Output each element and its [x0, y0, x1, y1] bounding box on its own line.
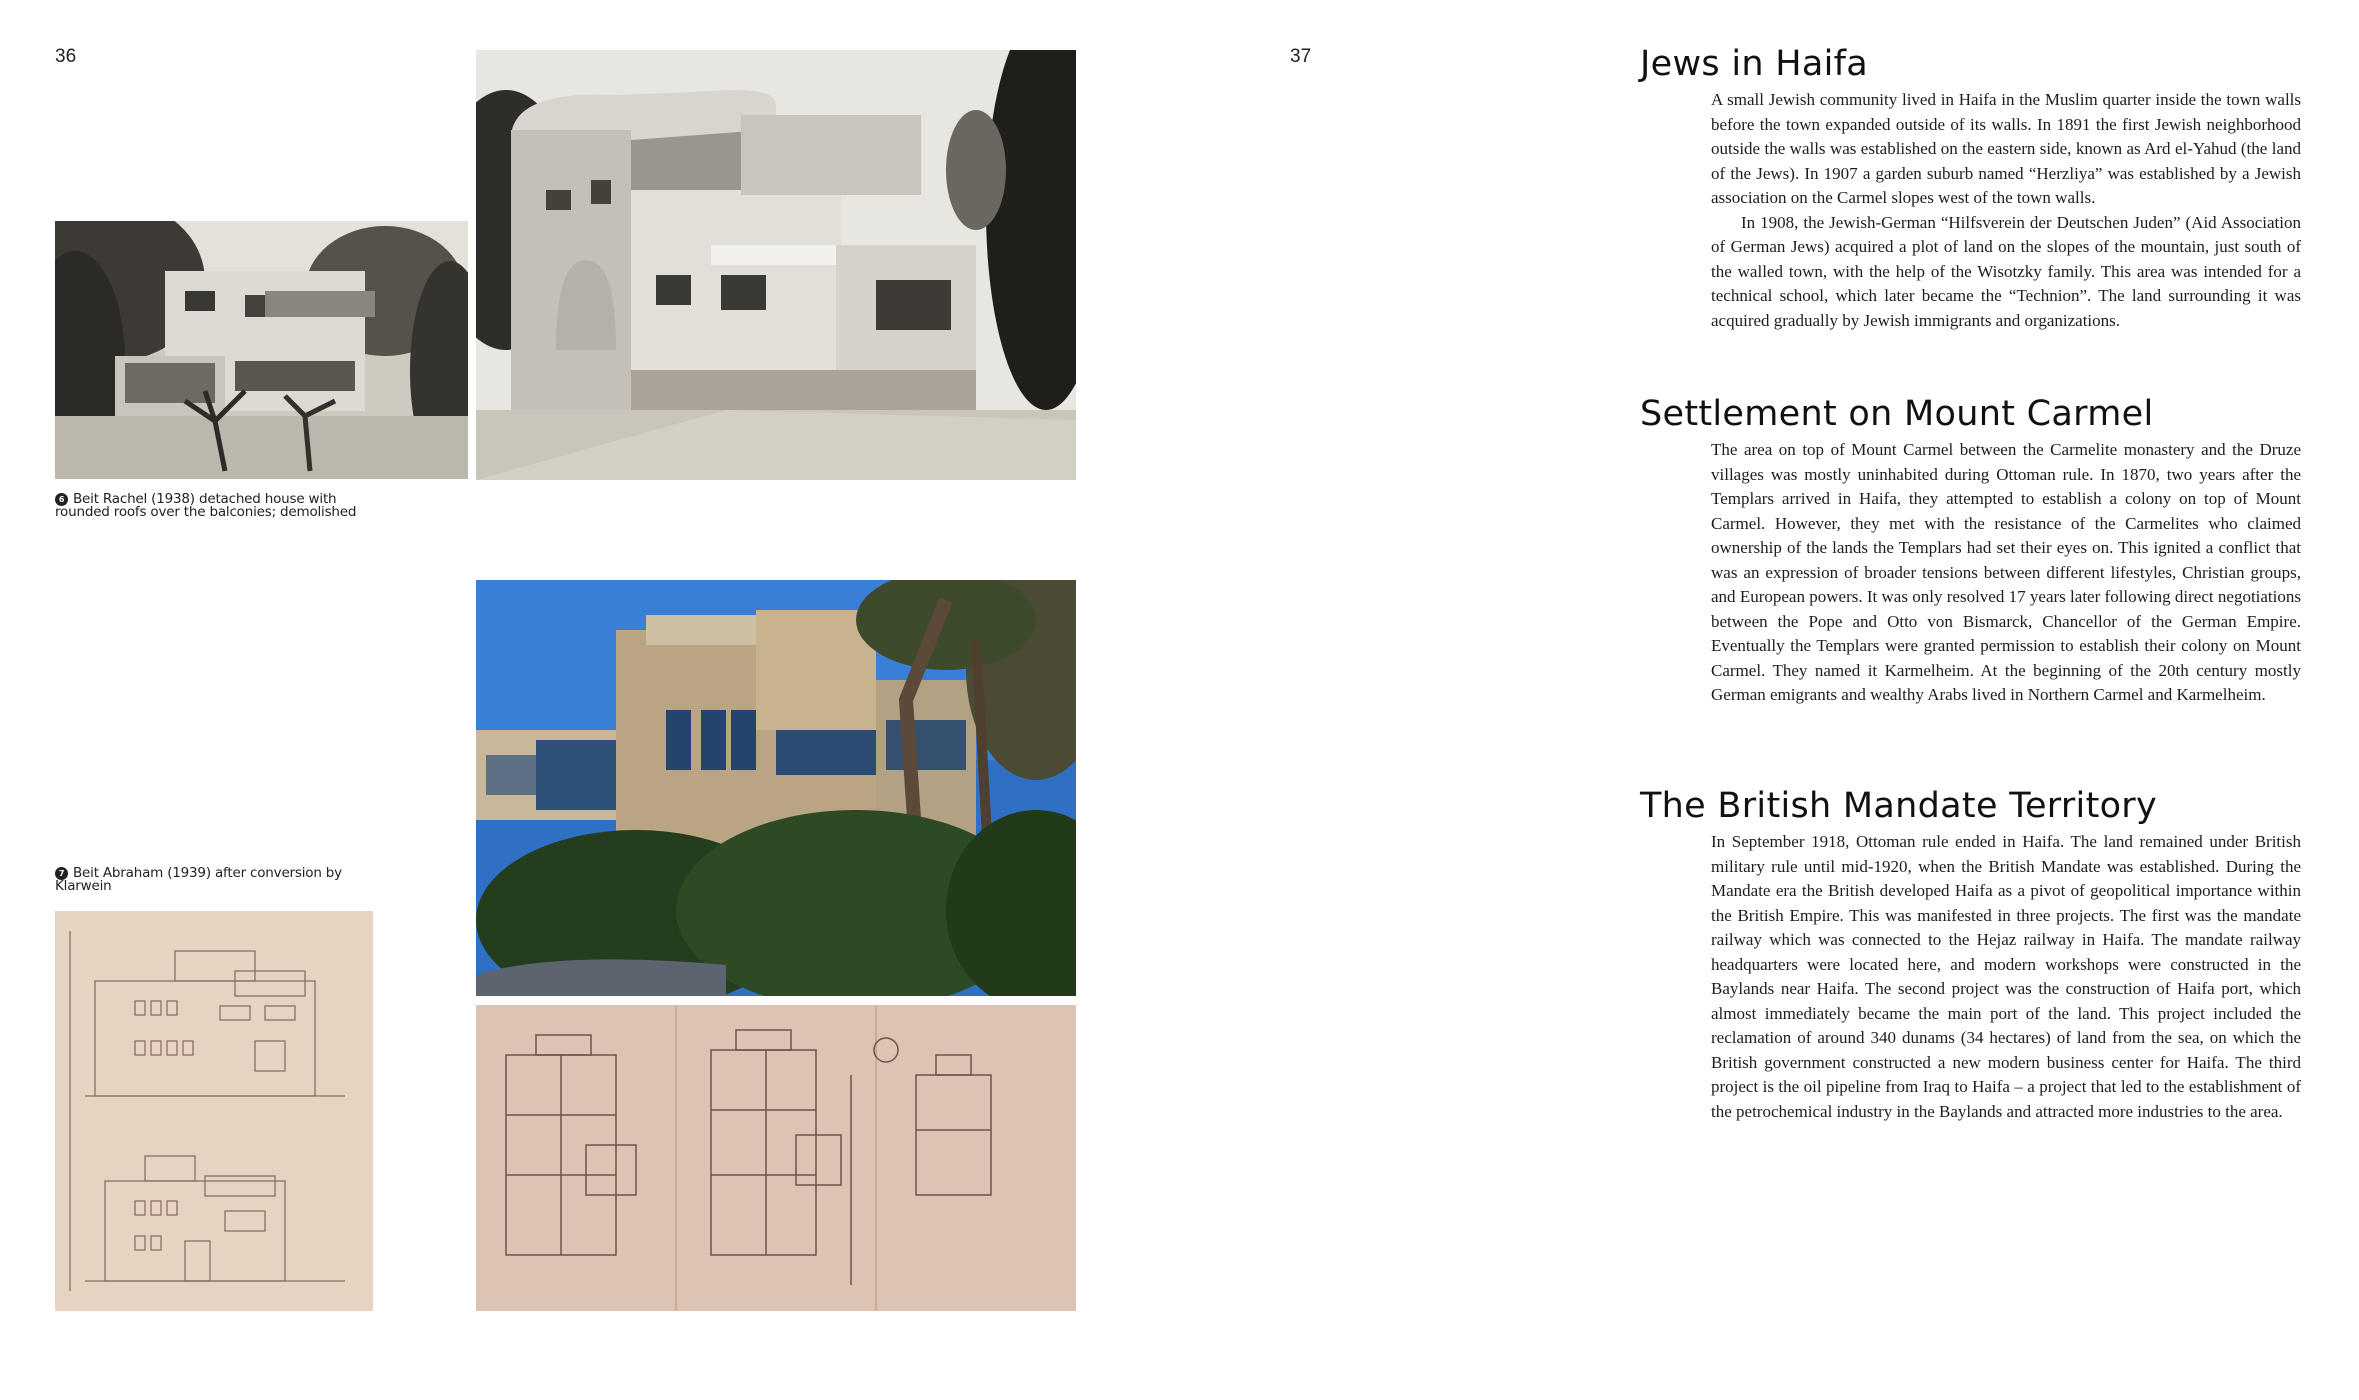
drawing-beit-abraham-elevations — [55, 911, 373, 1311]
caption-marker: 6 — [55, 493, 68, 506]
photo-beit-rachel-corner — [476, 50, 1076, 480]
caption-text: Beit Rachel (1938) detached house with rounded roofs over the balconies; demolished — [55, 491, 357, 520]
caption-beit-abraham — [55, 867, 375, 893]
paragraph: In September 1918, Ottoman rule ended in Haifa. The land remained under British military rule until mid-1920, when the British Mandate was established. During the Mandate era the British developed Haifa as a pivot of geopolitical importance within the British Empire. This was manifested in three projects. The first was the mandate railway which was connected to the Hejaz railway in Haifa. The mandate railway headquarters were located here, and modern workshops were constructed in the Baylands near Haifa. The second project was the construction of Haifa port, which almost immediately became the main port of the land. This project included the reclamation of around 340 dunams (34 hectares) of land from the sea, on which the British government constructed a new modern business center for Haifa. The third project is the oil pipeline from Iraq to Haifa – a project that led to the establishment of the petrochemical industry in the Baylands and attracted more industries to the area. — [1711, 832, 2301, 1121]
heading-settlement-mount-carmel: Settlement on Mount Carmel — [1640, 394, 2154, 434]
caption-text: Beit Abraham (1939) after conversion by Klarwein — [55, 865, 342, 894]
caption-beit-rachel — [55, 493, 365, 519]
caption-marker: 7 — [55, 867, 68, 880]
photo-beit-abraham-color — [476, 580, 1076, 996]
section-settlement-mount-carmel — [1711, 438, 2301, 708]
page-number-right: 37 — [1290, 46, 1312, 67]
photo-beit-rachel-house — [55, 221, 468, 479]
paragraph: The area on top of Mount Carmel between the Carmelite monastery and the Druze villages was mostly uninhabited during Ottoman rule. In 1870, two years after the Templars arrived in Haifa, they attempted to establish a colony on top of Mount Carmel. However, they met with the resistance of the Carmelites who claimed ownership of the lands the Templars had set their eyes on. This ignited a conflict that was an expression of broader tensions between different lifestyles, Christian groups, and European powers. It was only resolved 17 years later following direct negotiations between the Pope and Otto von Bismarck, Chancellor of the German Empire. Eventually the Templars were granted permission to establish their colony on Mount Carmel. They named it Karmelheim. At the beginning of the 20th century mostly German emigrants and wealthy Arabs lived in Northern Carmel and Karmelheim. — [1711, 440, 2301, 704]
section-british-mandate-territory — [1711, 830, 2301, 1124]
heading-british-mandate-territory: The British Mandate Territory — [1640, 786, 2158, 826]
section-jews-in-haifa — [1711, 88, 2301, 333]
paragraph: A small Jewish community lived in Haifa in the Muslim quarter inside the town walls before the town expanded outside of its walls. In 1891 the first Jewish neighborhood outside the walls was established on the eastern side, known as Ard el-Yahud (the land of the Jews). In 1907 a garden suburb named “Herzliya” was established by a Jewish association on the Carmel slopes west of the town walls. — [1711, 90, 2301, 207]
page-number-left: 36 — [55, 46, 77, 67]
heading-jews-in-haifa: Jews in Haifa — [1640, 44, 1869, 84]
paragraph: In 1908, the Jewish-German “Hilfsverein der Deutschen Juden” (Aid Association of German Jews) acquired a plot of land on the slopes of the mountain, just south of the walled town, with the help of the Wisotzky family. This area was intended for a technical school, which later became the “Technion”. The land surrounding it was acquired gradually by Jewish immigrants and organizations. — [1711, 212, 2301, 330]
drawing-beit-abraham-floor-plans — [476, 1005, 1076, 1311]
